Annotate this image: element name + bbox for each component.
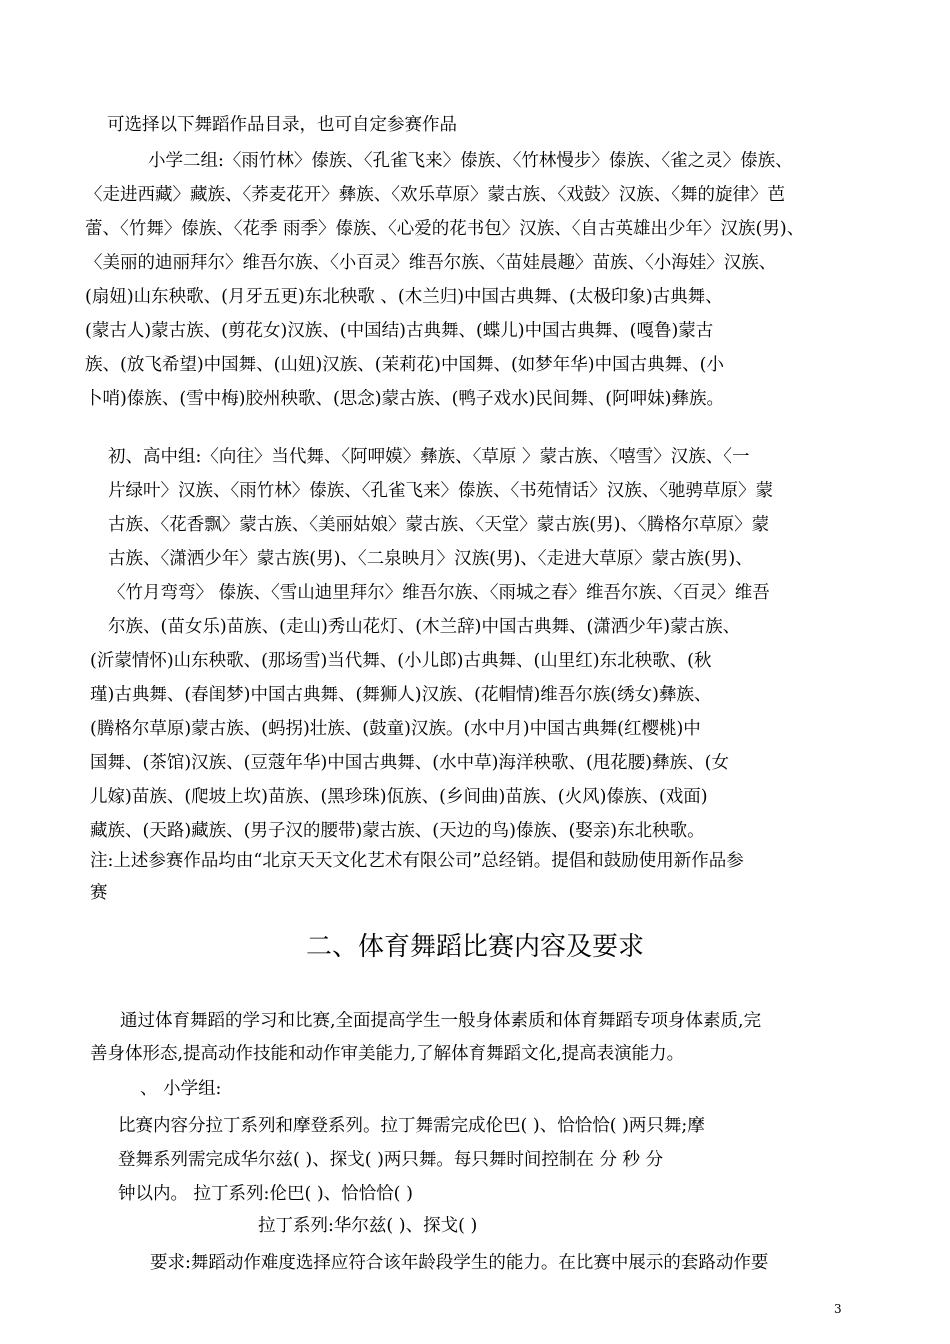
senior-group-line: 瑾)古典舞、(春闺梦)中国古典舞、(舞狮人)汉族、(花帽情)维吾尔族(绣女)彝族、 (90, 685, 712, 705)
body-line: 拉丁系列:华尔兹( )、探戈( ) (258, 1216, 478, 1236)
senior-group-line: (沂蒙情怀)山东秧歌、(那场雪)当代舞、(小儿郎)古典舞、(山里红)东北秧歌、(秋 (90, 651, 712, 671)
note-line: 赛 (90, 883, 108, 903)
senior-group-line: 尔族、(苗女乐)苗族、(走山)秀山花灯、(木兰辞)中国古典舞、(潇洒少年)蒙古族、 (108, 617, 741, 637)
body-line: 要求:舞蹈动作难度选择应符合该年龄段学生的能力。在比赛中展示的套路动作要 (150, 1253, 769, 1273)
senior-group-line: 片绿叶〉汉族、〈雨竹林〉傣族、〈孔雀飞来〉傣族、〈书苑情话〉汉族、〈驰骋草原〉蒙 (108, 481, 773, 501)
primary-group-line: (扇妞)山东秧歌、(月牙五更)东北秧歌 、(木兰归)中国古典舞、(太极印象)古典舞、 (85, 287, 723, 307)
primary-group-line: 族、(放飞希望)中国舞、(山妞)汉族、(茉莉花)中国舞、(如梦年华)中国古典舞、(小 (85, 355, 724, 375)
senior-group-line: 〈竹月弯弯〉 傣族、〈雪山迪里拜尔〉维吾尔族、〈雨城之春〉维吾尔族、〈百灵〉维吾 (108, 583, 770, 603)
primary-group-line: 〈美丽的迪丽拜尔〉维吾尔族、〈小百灵〉维吾尔族、〈苗娃晨趣〉苗族、〈小海娃〉汉族、 (85, 253, 777, 273)
body-line: 钟以内。 拉丁系列:伦巴( )、恰恰恰( ) (118, 1184, 413, 1204)
body-line: 比赛内容分拉丁系列和摩登系列。拉丁舞需完成伦巴( )、恰恰恰( )两只舞;摩 (118, 1116, 705, 1136)
senior-group-line: 初、高中组:〈向往〉当代舞、〈阿呷嫫〉彝族、〈草原 〉蒙古族、〈嘻雪〉汉族、〈一 (108, 447, 750, 467)
senior-group-line: 国舞、(茶馆)汉族、(豆蔻年华)中国古典舞、(水中草)海洋秧歌、(甩花腰)彝族、(女 (90, 753, 729, 773)
body-line: 通过体育舞蹈的学习和比赛,全面提高学生一般身体素质和体育舞蹈专项身体素质,完 (120, 1011, 762, 1031)
primary-group-line: 蕾、〈竹舞〉傣族、〈花季 雨季〉傣族、〈心爱的花书包〉汉族、〈自古英雄出少年〉汉族(男)、 (85, 219, 805, 239)
primary-group-line: 卜哨)傣族、(雪中梅)胶州秧歌、(思念)蒙古族、(鸭子戏水)民间舞、(阿呷妹)彝族。 (85, 389, 724, 409)
senior-group-line: (腾格尔草原)蒙古族、(蚂拐)壮族、(鼓童)汉族。(水中月)中国古典舞(红樱桃)中 (90, 719, 701, 739)
note-line: 注:上述参赛作品均由“北京天天文化艺术有限公司”总经销。提倡和鼓励使用新作品参 (90, 851, 744, 871)
body-line: 登舞系列需完成华尔兹( )、探戈( )两只舞。每只舞时间控制在 分 秒 分 (118, 1150, 664, 1170)
senior-group-line: 古族、〈潇洒少年〉蒙古族(男)、〈二泉映月〉汉族(男)、〈走进大草原〉蒙古族(男)、 (108, 549, 753, 569)
page-number: 3 (834, 1302, 842, 1316)
senior-group-line: 藏族、(天路)藏族、(男子汉的腰带)蒙古族、(天边的鸟)傣族、(娶亲)东北秧歌。 (90, 821, 705, 841)
subsection-label: 、 小学组: (140, 1079, 222, 1099)
senior-group-line: 古族、〈花香飘〉蒙古族、〈美丽姑娘〉蒙古族、〈天堂〉蒙古族(男)、〈腾格尔草原〉蒙 (108, 515, 770, 535)
primary-group-line: (蒙古人)蒙古族、(剪花女)汉族、(中国结)古典舞、(蝶儿)中国古典舞、(嘎鲁)蒙古 (85, 321, 714, 341)
section-heading: 二、体育舞蹈比赛内容及要求 (305, 932, 644, 962)
senior-group-line: 儿嫁)苗族、(爬坡上坎)苗族、(黑珍珠)佤族、(乡间曲)苗族、(火风)傣族、(戏面) (90, 787, 708, 807)
intro-text: 可选择以下舞蹈作品目录，也可自定参赛作品 (107, 115, 457, 135)
body-line: 善身体形态,提高动作技能和动作审美能力,了解体育舞蹈文化,提高表演能力。 (90, 1044, 685, 1064)
primary-group-line: 小学二组:〈雨竹林〉傣族、〈孔雀飞来〉傣族、〈竹林慢步〉傣族、〈雀之灵〉傣族、 (148, 151, 793, 171)
primary-group-line: 〈走进西藏〉藏族、〈荞麦花开〉彝族、〈欢乐草原〉蒙古族、〈戏鼓〉汉族、〈舞的旋律〉芭 (85, 185, 785, 205)
